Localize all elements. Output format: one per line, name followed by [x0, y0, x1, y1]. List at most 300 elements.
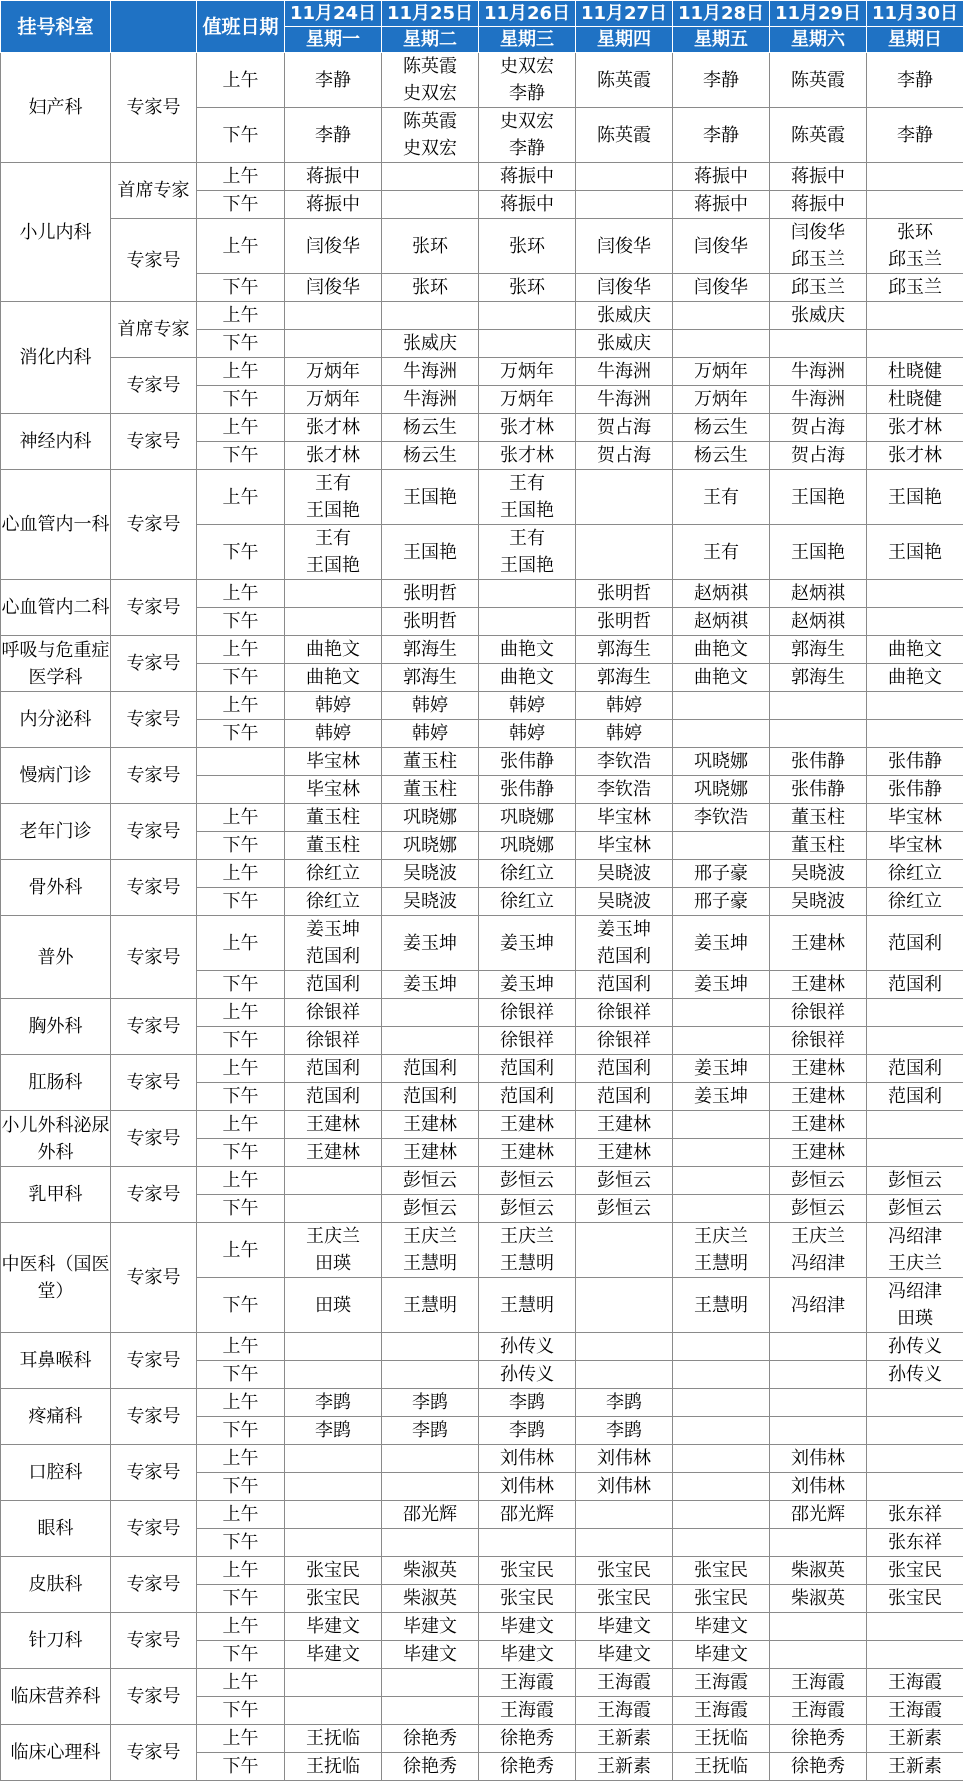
doctor-cell — [285, 1613, 382, 1641]
doctor-name: 刘伟林 — [479, 1445, 575, 1472]
date-header: 11月30日 — [867, 1, 963, 27]
doctor-name: 王建林 — [770, 1083, 866, 1110]
doctor-name: 张明哲 — [576, 608, 672, 635]
doctor-name: 郭海生 — [382, 664, 478, 691]
doctor-name: 王海霞 — [673, 1669, 769, 1696]
doctor-cell — [576, 1195, 673, 1223]
doctor-cell — [285, 442, 382, 470]
doctor-name: 孙传义 — [479, 1333, 575, 1360]
doctor-cell — [576, 1613, 673, 1641]
doctor-cell — [382, 1473, 479, 1501]
doctor-cell — [285, 1557, 382, 1585]
doctor-name: 曲艳文 — [285, 664, 381, 691]
doctor-name: 李静 — [285, 67, 381, 94]
doctor-name: 王海霞 — [479, 1697, 575, 1724]
period-cell: 下午 — [197, 525, 285, 580]
registration-type: 专家号 — [111, 1111, 197, 1167]
doctor-name: 范国利 — [479, 1083, 575, 1110]
period-cell: 下午 — [197, 386, 285, 414]
doctor-name: 徐银祥 — [576, 1027, 672, 1054]
doctor-name: 王建林 — [770, 1111, 866, 1138]
doctor-name: 王建林 — [479, 1111, 575, 1138]
registration-type: 专家号 — [111, 916, 197, 999]
doctor-cell — [867, 1697, 963, 1725]
doctor-cell — [382, 191, 479, 219]
period-cell: 上午 — [197, 1111, 285, 1139]
doctor-cell — [285, 1697, 382, 1725]
period-cell: 上午 — [197, 860, 285, 888]
doctor-name: 毕建文 — [673, 1641, 769, 1668]
doctor-name: 王建林 — [382, 1111, 478, 1138]
table-row — [1, 860, 963, 888]
period-cell: 下午 — [197, 1529, 285, 1557]
period-cell: 下午 — [197, 442, 285, 470]
doctor-name: 曲艳文 — [479, 636, 575, 663]
doctor-name: 郭海生 — [382, 636, 478, 663]
doctor-name: 杨云生 — [382, 414, 478, 441]
doctor-name: 史双宏 — [382, 80, 478, 107]
doctor-name: 巩晓娜 — [673, 748, 769, 775]
doctor-cell — [770, 191, 867, 219]
doctor-name: 张威庆 — [382, 330, 478, 357]
doctor-name: 张才林 — [479, 414, 575, 441]
doctor-name: 王新素 — [867, 1725, 963, 1752]
doctor-name: 姜玉坤 — [576, 916, 672, 943]
doctor-cell — [770, 608, 867, 636]
doctor-cell — [576, 1027, 673, 1055]
doctor-name: 韩婷 — [479, 720, 575, 747]
doctor-cell — [285, 386, 382, 414]
doctor-name: 巩晓娜 — [382, 804, 478, 831]
department-name: 耳鼻喉科 — [1, 1333, 111, 1389]
doctor-name: 王慧明 — [382, 1292, 478, 1319]
doctor-cell — [770, 860, 867, 888]
doctor-cell — [382, 1083, 479, 1111]
period-cell: 下午 — [197, 832, 285, 860]
doctor-name: 郭海生 — [576, 636, 672, 663]
doctor-cell — [770, 525, 867, 580]
doctor-cell — [770, 1585, 867, 1613]
doctor-cell — [285, 1641, 382, 1669]
doctor-name: 韩婷 — [382, 720, 478, 747]
doctor-cell — [770, 163, 867, 191]
doctor-cell — [576, 1529, 673, 1557]
doctor-name: 杨云生 — [673, 414, 769, 441]
doctor-name: 范国利 — [576, 971, 672, 998]
registration-type: 专家号 — [111, 580, 197, 636]
doctor-name: 范国利 — [576, 1055, 672, 1082]
doctor-cell — [867, 608, 963, 636]
doctor-cell — [382, 1417, 479, 1445]
doctor-name: 蒋振中 — [479, 163, 575, 190]
doctor-cell — [382, 776, 479, 804]
department-name: 肛肠科 — [1, 1055, 111, 1111]
doctor-name: 张宝民 — [867, 1585, 963, 1612]
doctor-name: 毕宝林 — [867, 832, 963, 859]
doctor-name: 王有 — [673, 484, 769, 511]
period-cell: 下午 — [197, 1697, 285, 1725]
doctor-name: 徐银祥 — [285, 999, 381, 1026]
doctor-name: 张宝民 — [285, 1557, 381, 1584]
doctor-name: 贺占海 — [576, 442, 672, 469]
department-name: 眼科 — [1, 1501, 111, 1557]
doctor-name: 范国利 — [867, 1055, 963, 1082]
doctor-name: 王抚临 — [285, 1725, 381, 1752]
doctor-name: 王有 — [673, 539, 769, 566]
doctor-cell — [479, 386, 576, 414]
doctor-cell — [382, 1557, 479, 1585]
doctor-cell — [673, 1139, 770, 1167]
doctor-name: 冯绍津 — [867, 1223, 963, 1250]
doctor-name: 王建林 — [770, 1055, 866, 1082]
table-header — [1, 1, 963, 53]
doctor-cell — [285, 888, 382, 916]
doctor-name: 姜玉坤 — [673, 1055, 769, 1082]
doctor-name: 王新素 — [576, 1753, 672, 1780]
doctor-cell — [770, 1725, 867, 1753]
doctor-name: 彭恒云 — [576, 1167, 672, 1194]
doctor-name: 范国利 — [867, 1083, 963, 1110]
doctor-cell — [867, 1445, 963, 1473]
doctor-cell — [479, 1529, 576, 1557]
period-cell: 下午 — [197, 330, 285, 358]
doctor-cell — [285, 748, 382, 776]
doctor-cell — [479, 804, 576, 832]
doctor-name: 李鹍 — [382, 1417, 478, 1444]
doctor-cell — [285, 636, 382, 664]
doctor-name: 张明哲 — [382, 608, 478, 635]
doctor-name: 范国利 — [285, 971, 381, 998]
doctor-cell — [285, 1445, 382, 1473]
table-row — [1, 999, 963, 1027]
doctor-name: 王海霞 — [770, 1669, 866, 1696]
doctor-name: 董玉柱 — [382, 748, 478, 775]
date-header: 11月28日 — [673, 1, 770, 27]
doctor-cell — [673, 1641, 770, 1669]
doctor-cell — [770, 1557, 867, 1585]
doctor-cell — [285, 525, 382, 580]
doctor-name: 万炳年 — [285, 386, 381, 413]
doctor-name: 王庆兰 — [382, 1223, 478, 1250]
doctor-name: 张才林 — [867, 414, 963, 441]
doctor-name: 巩晓娜 — [673, 776, 769, 803]
doctor-name: 张才林 — [867, 442, 963, 469]
doctor-name: 董玉柱 — [285, 832, 381, 859]
doctor-name: 毕建文 — [285, 1613, 381, 1640]
doctor-cell — [576, 386, 673, 414]
doctor-cell — [382, 1641, 479, 1669]
doctor-cell — [382, 1501, 479, 1529]
doctor-cell — [382, 692, 479, 720]
department-name: 妇产科 — [1, 53, 111, 163]
doctor-name: 牛海洲 — [770, 386, 866, 413]
doctor-name: 王海霞 — [867, 1669, 963, 1696]
doctor-cell — [285, 1669, 382, 1697]
doctor-name: 王建林 — [382, 1139, 478, 1166]
doctor-name: 彭恒云 — [867, 1195, 963, 1222]
doctor-cell — [382, 1139, 479, 1167]
department-name: 胸外科 — [1, 999, 111, 1055]
doctor-name: 王建林 — [479, 1139, 575, 1166]
doctor-cell — [382, 1753, 479, 1781]
registration-type: 专家号 — [111, 1223, 197, 1333]
period-cell: 下午 — [197, 1278, 285, 1333]
doctor-name: 万炳年 — [673, 358, 769, 385]
doctor-cell — [673, 1417, 770, 1445]
doctor-name: 杨云生 — [382, 442, 478, 469]
department-name: 临床营养科 — [1, 1669, 111, 1725]
doctor-cell — [285, 470, 382, 525]
period-cell: 上午 — [197, 804, 285, 832]
doctor-name: 王庆兰 — [770, 1223, 866, 1250]
doctor-name: 吴晓波 — [382, 860, 478, 887]
weekday-header: 星期六 — [770, 27, 867, 53]
registration-type: 专家号 — [111, 1557, 197, 1613]
doctor-cell — [673, 302, 770, 330]
doctor-cell — [770, 274, 867, 302]
registration-type: 专家号 — [111, 53, 197, 163]
weekday-header: 星期日 — [867, 27, 963, 53]
doctor-cell — [673, 1195, 770, 1223]
doctor-cell — [285, 1278, 382, 1333]
doctor-name: 李鹍 — [576, 1389, 672, 1416]
doctor-name: 范国利 — [382, 1055, 478, 1082]
doctor-cell — [673, 804, 770, 832]
doctor-cell — [867, 1167, 963, 1195]
doctor-cell — [770, 1697, 867, 1725]
doctor-name: 张宝民 — [867, 1557, 963, 1584]
doctor-cell — [576, 330, 673, 358]
doctor-cell — [285, 1083, 382, 1111]
duty-date-column-header: 值班日期 — [197, 1, 285, 53]
doctor-cell — [382, 971, 479, 999]
registration-type: 首席专家 — [111, 302, 197, 358]
table-row — [1, 53, 963, 108]
doctor-name: 徐艳秀 — [770, 1753, 866, 1780]
doctor-name: 徐红立 — [285, 860, 381, 887]
doctor-cell — [382, 1361, 479, 1389]
doctor-cell — [479, 1753, 576, 1781]
doctor-cell — [382, 1613, 479, 1641]
doctor-name: 闫俊华 — [576, 274, 672, 301]
doctor-cell — [479, 1417, 576, 1445]
doctor-cell — [576, 1417, 673, 1445]
doctor-cell — [867, 1111, 963, 1139]
registration-type: 专家号 — [111, 1055, 197, 1111]
doctor-name: 范国利 — [867, 930, 963, 957]
doctor-name: 王有 — [479, 525, 575, 552]
doctor-cell — [576, 302, 673, 330]
doctor-cell — [867, 580, 963, 608]
date-header: 11月24日 — [285, 1, 382, 27]
doctor-cell — [867, 1473, 963, 1501]
doctor-name: 蒋振中 — [285, 163, 381, 190]
doctor-name: 闫俊华 — [673, 274, 769, 301]
doctor-name: 王海霞 — [479, 1669, 575, 1696]
period-cell: 上午 — [197, 1669, 285, 1697]
table-row — [1, 1445, 963, 1473]
doctor-cell — [479, 1697, 576, 1725]
doctor-cell — [382, 1055, 479, 1083]
department-name: 皮肤科 — [1, 1557, 111, 1613]
doctor-name: 柴淑英 — [382, 1557, 478, 1584]
weekday-header: 星期五 — [673, 27, 770, 53]
doctor-cell — [576, 664, 673, 692]
doctor-name: 张才林 — [285, 442, 381, 469]
doctor-name: 彭恒云 — [479, 1195, 575, 1222]
doctor-cell — [479, 832, 576, 860]
doctor-cell — [382, 414, 479, 442]
doctor-cell — [673, 636, 770, 664]
doctor-cell — [576, 358, 673, 386]
doctor-name: 毕建文 — [479, 1613, 575, 1640]
department-name: 疼痛科 — [1, 1389, 111, 1445]
doctor-name: 李静 — [673, 122, 769, 149]
doctor-cell — [479, 1641, 576, 1669]
period-cell: 下午 — [197, 1641, 285, 1669]
doctor-name: 吴晓波 — [770, 860, 866, 887]
doctor-name: 王建林 — [770, 930, 866, 957]
doctor-cell — [576, 219, 673, 274]
doctor-cell — [673, 1445, 770, 1473]
doctor-cell — [382, 1389, 479, 1417]
doctor-name: 毕建文 — [285, 1641, 381, 1668]
registration-type: 专家号 — [111, 860, 197, 916]
doctor-cell — [673, 442, 770, 470]
doctor-cell — [285, 832, 382, 860]
doctor-name: 史双宏 — [479, 108, 575, 135]
doctor-cell — [479, 999, 576, 1027]
doctor-name: 王海霞 — [673, 1697, 769, 1724]
doctor-cell — [673, 860, 770, 888]
doctor-name: 徐银祥 — [479, 1027, 575, 1054]
doctor-name: 柴淑英 — [382, 1585, 478, 1612]
doctor-cell — [382, 888, 479, 916]
doctor-name: 张威庆 — [576, 330, 672, 357]
doctor-name: 毕建文 — [382, 1613, 478, 1640]
doctor-name: 李钦浩 — [576, 776, 672, 803]
doctor-name: 曲艳文 — [867, 636, 963, 663]
doctor-cell — [770, 1417, 867, 1445]
doctor-cell — [770, 916, 867, 971]
doctor-name: 范国利 — [867, 971, 963, 998]
doctor-cell — [479, 1027, 576, 1055]
doctor-cell — [673, 1473, 770, 1501]
group-column-header — [111, 1, 197, 53]
doctor-cell — [770, 1195, 867, 1223]
doctor-cell — [867, 1529, 963, 1557]
doctor-name: 王庆兰 — [673, 1223, 769, 1250]
doctor-cell — [673, 1055, 770, 1083]
doctor-cell — [770, 1753, 867, 1781]
registration-type: 专家号 — [111, 1725, 197, 1781]
doctor-name: 杜晓健 — [867, 358, 963, 385]
doctor-name: 蒋振中 — [673, 191, 769, 218]
doctor-cell — [867, 274, 963, 302]
doctor-cell — [673, 414, 770, 442]
doctor-cell — [867, 330, 963, 358]
doctor-cell — [770, 580, 867, 608]
doctor-cell — [382, 1529, 479, 1557]
doctor-name: 韩婷 — [285, 720, 381, 747]
doctor-name: 李鹍 — [285, 1389, 381, 1416]
period-cell: 下午 — [197, 1361, 285, 1389]
table-row — [1, 302, 963, 330]
doctor-cell — [673, 386, 770, 414]
doctor-cell — [673, 608, 770, 636]
table-row — [1, 1501, 963, 1529]
doctor-name: 赵炳祺 — [770, 580, 866, 607]
doctor-cell — [285, 1139, 382, 1167]
period-cell: 下午 — [197, 1417, 285, 1445]
department-name: 消化内科 — [1, 302, 111, 414]
period-cell: 上午 — [197, 1333, 285, 1361]
doctor-cell — [867, 1361, 963, 1389]
doctor-name: 刘伟林 — [576, 1445, 672, 1472]
doctor-cell — [576, 720, 673, 748]
doctor-name: 王海霞 — [576, 1669, 672, 1696]
table-row — [1, 1389, 963, 1417]
period-cell: 上午 — [197, 1613, 285, 1641]
table-row — [1, 1613, 963, 1641]
department-name: 普外 — [1, 916, 111, 999]
doctor-cell — [382, 302, 479, 330]
doctor-cell — [576, 191, 673, 219]
doctor-cell — [382, 1585, 479, 1613]
doctor-name: 史双宏 — [382, 135, 478, 162]
doctor-cell — [867, 1139, 963, 1167]
table-row — [1, 1557, 963, 1585]
doctor-name: 徐红立 — [867, 888, 963, 915]
doctor-cell — [479, 916, 576, 971]
doctor-cell — [576, 1223, 673, 1278]
doctor-name: 牛海洲 — [770, 358, 866, 385]
doctor-name: 王庆兰 — [867, 1250, 963, 1277]
doctor-cell — [867, 442, 963, 470]
doctor-name: 李鹍 — [285, 1417, 381, 1444]
doctor-cell — [285, 580, 382, 608]
doctor-cell — [382, 1697, 479, 1725]
period-cell: 上午 — [197, 1223, 285, 1278]
doctor-cell — [576, 888, 673, 916]
doctor-cell — [867, 1389, 963, 1417]
doctor-cell — [479, 1167, 576, 1195]
period-cell: 上午 — [197, 163, 285, 191]
registration-type: 专家号 — [111, 1669, 197, 1725]
doctor-cell — [285, 108, 382, 163]
table-row — [1, 916, 963, 971]
doctor-cell — [382, 720, 479, 748]
doctor-cell — [382, 1669, 479, 1697]
doctor-name: 韩婷 — [382, 692, 478, 719]
doctor-cell — [770, 1111, 867, 1139]
doctor-cell — [576, 916, 673, 971]
doctor-name: 徐艳秀 — [770, 1725, 866, 1752]
doctor-cell — [673, 720, 770, 748]
doctor-cell — [770, 776, 867, 804]
doctor-name: 陈英霞 — [770, 122, 866, 149]
doctor-cell — [673, 1669, 770, 1697]
doctor-cell — [576, 1139, 673, 1167]
doctor-name: 范国利 — [285, 1083, 381, 1110]
doctor-name: 邱玉兰 — [867, 246, 963, 273]
doctor-name: 王国艳 — [382, 539, 478, 566]
doctor-name: 郭海生 — [770, 664, 866, 691]
registration-type: 专家号 — [111, 414, 197, 470]
doctor-cell — [285, 1111, 382, 1139]
doctor-name: 闫俊华 — [770, 219, 866, 246]
doctor-name: 田瑛 — [867, 1305, 963, 1332]
